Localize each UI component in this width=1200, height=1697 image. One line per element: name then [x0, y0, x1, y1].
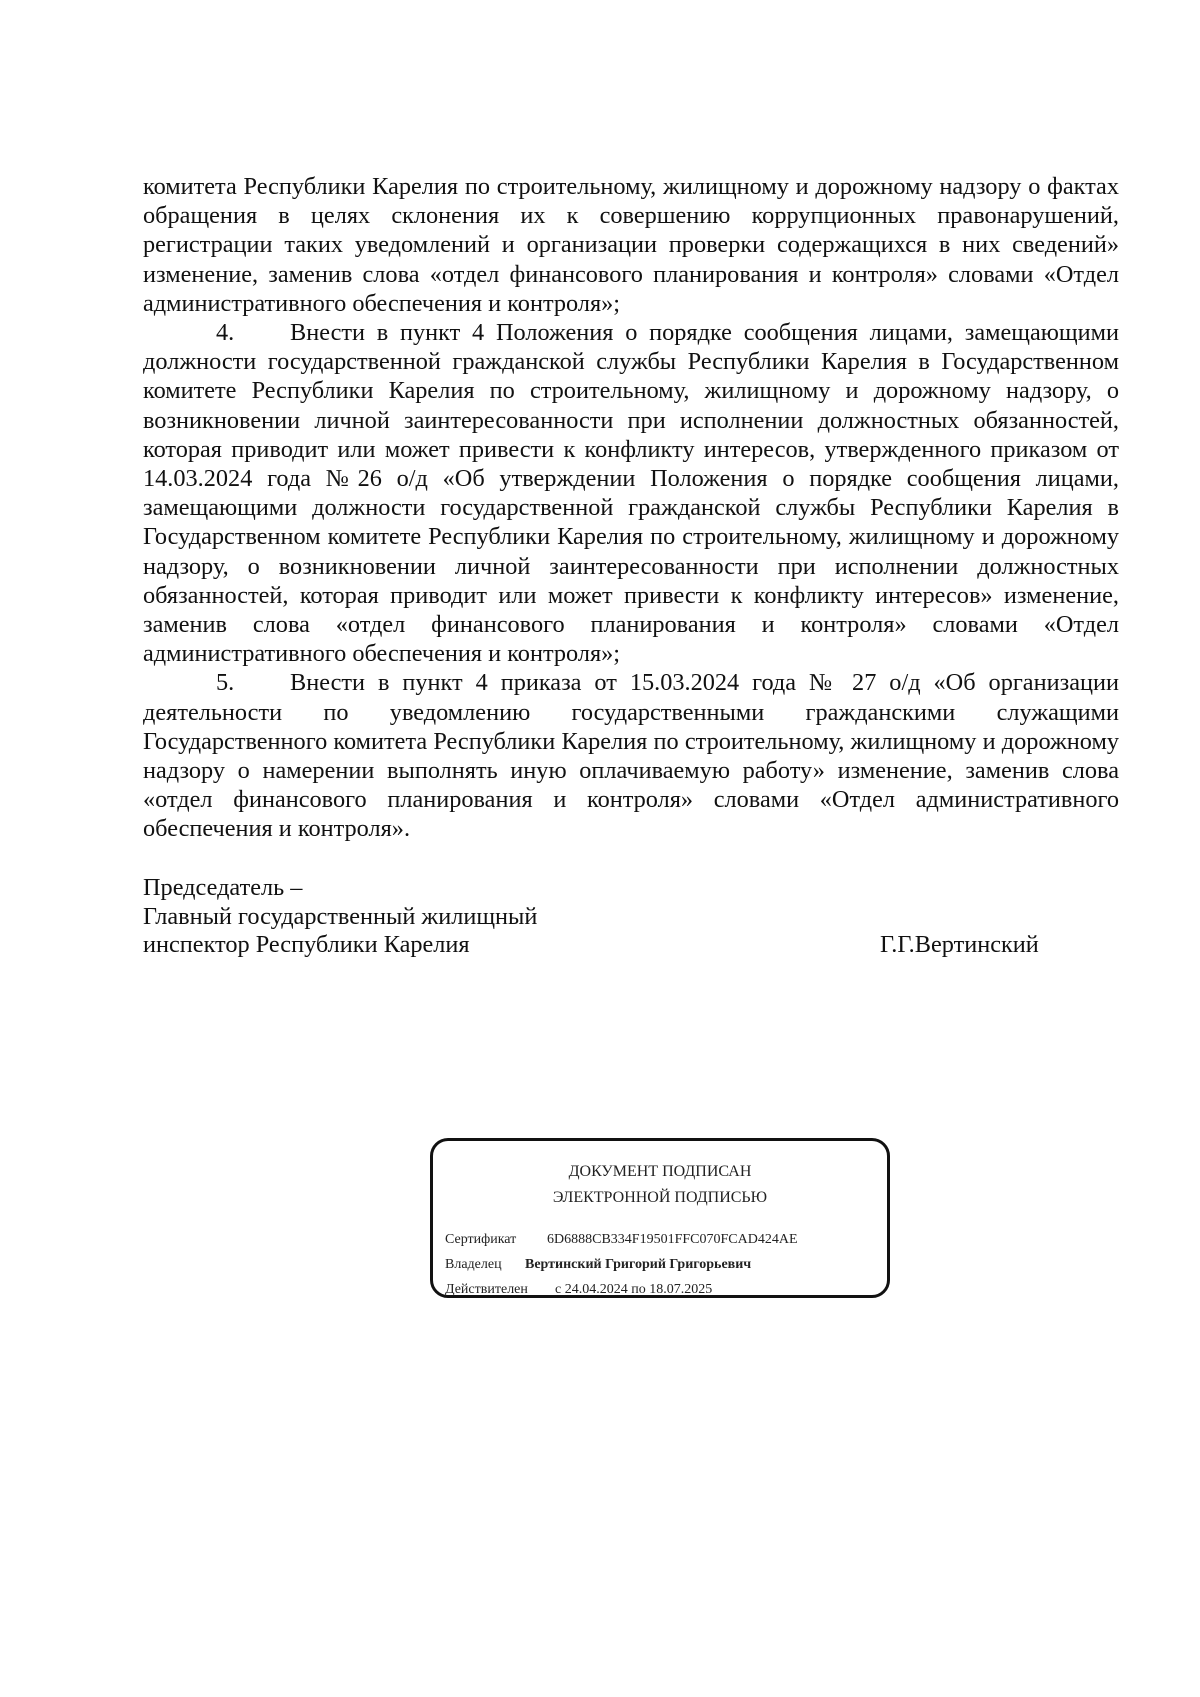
paragraph-5-text: Внести в пункт 4 приказа от 15.03.2024 года № 27 о/д «Об организации деятельности по уведомлению государственными гражданскими служащими Государственного комитета Республики Карелия по строительному, жилищному и дорожному надзору о намерении выполнять иную оплачиваемую работу» изменение, заменив слова «отдел финансового планирования и контроля» словами «Отдел административного обеспечения и контроля». [143, 669, 1119, 843]
stamp-validity-label: Действителен [445, 1282, 528, 1297]
stamp-title-line-1: ДОКУМЕНТ ПОДПИСАН [568, 1163, 752, 1180]
stamp-validity-value: с 24.04.2024 по 18.07.2025 [555, 1282, 713, 1297]
paragraph-continued: комитета Республики Карелия по строительному, жилищному и дорожному надзору о фактах обращения в целях склонения их к совершению коррупционных правонарушений, регистрации таких уведомлений и организации проверки содержащихся в них сведений» изменение, заменив слова «отдел финансового планирования и контроля» словами «Отдел административного обеспечения и контроля»; [143, 173, 1119, 317]
stamp-validity-row [445, 1282, 712, 1298]
signer-position-line-2: Главный государственный жилищный [143, 902, 538, 930]
paragraph-4-text: Внести в пункт 4 Положения о порядке сообщения лицами, замещающими должности государственной гражданской службы Республики Карелия в Государственном комитете Республики Карелия по строительному, жилищному и дорожному надзору, о возникновении личной заинтересованности при исполнении должностных обязанностей, которая приводит или может привести к конфликту интересов, утвержденного приказом от 14.03.2024 года №26 о/д «Об утверждении Положения о порядке сообщения лицами, замещающими должности государственной гражданской службы Республики Карелия в Государственном комитете Республики Карелия по строительному, жилищному и дорожному надзору, о возникновении личной заинтересованности при исполнении должностных обязанностей, которая приводит или может привести к конфликту интересов» изменение, заменив слова «отдел финансового планирования и контроля» словами «Отдел административного обеспечения и контроля»; [143, 319, 1119, 668]
paragraph-4 [143, 318, 1119, 668]
paragraph-5-number: 5. [216, 669, 235, 697]
signer-position-line-1: Председатель – [143, 874, 303, 901]
stamp-certificate-row [445, 1232, 798, 1248]
paragraph-5 [143, 668, 1119, 843]
electronic-signature-stamp [430, 1138, 890, 1298]
stamp-certificate-label: Сертификат [445, 1232, 517, 1247]
stamp-owner-row [445, 1257, 751, 1273]
stamp-title-line-2: ЭЛЕКТРОННОЙ ПОДПИСЬЮ [552, 1189, 768, 1206]
stamp-certificate-value: 6D6888CB334F19501FFC070FCAD424AE [547, 1232, 798, 1247]
stamp-owner-value: Вертинский Григорий Григорьевич [525, 1257, 752, 1272]
signer-position-line-3: инспектор Республики Карелия [143, 931, 470, 958]
stamp-title [433, 1159, 887, 1211]
signer-name: Г.Г.Вертинский [880, 931, 1039, 958]
signature-block [143, 874, 1119, 960]
document-body [143, 172, 1119, 844]
stamp-owner-label: Владелец [445, 1257, 502, 1272]
paragraph-4-number: 4. [216, 319, 235, 347]
